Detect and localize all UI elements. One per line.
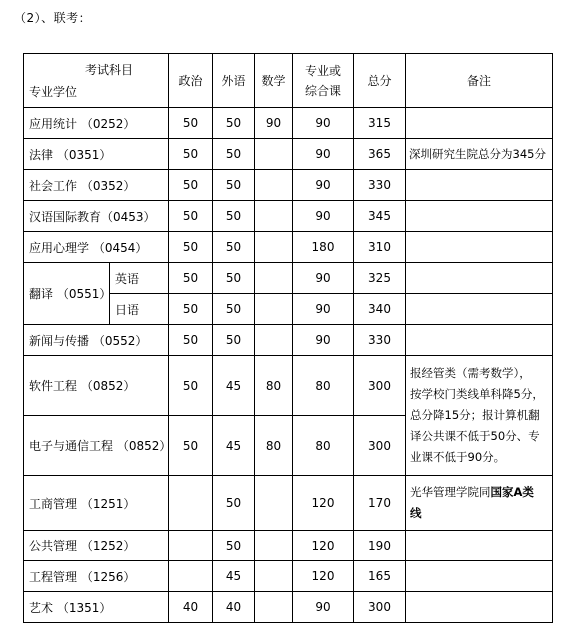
foreign-score: 45 bbox=[213, 416, 255, 476]
note-cell bbox=[406, 201, 553, 232]
note-cell bbox=[406, 325, 553, 356]
note-line: 报经管类（需考数学）， bbox=[410, 366, 531, 380]
total-score: 325 bbox=[354, 263, 406, 294]
note-cell-engineering bbox=[406, 356, 553, 476]
note-cell bbox=[406, 592, 553, 623]
major-score: 120 bbox=[293, 561, 354, 592]
table-row bbox=[24, 356, 553, 416]
header-major-line1: 专业或 bbox=[304, 63, 341, 78]
header-foreign: 外语 bbox=[213, 54, 255, 108]
math-score bbox=[255, 561, 293, 592]
table-row bbox=[24, 201, 553, 232]
header-row bbox=[24, 54, 553, 108]
table-row bbox=[24, 263, 553, 294]
total-score: 300 bbox=[354, 356, 406, 416]
degree-name: 法律 （0351） bbox=[24, 139, 169, 170]
note-line: 译公共课不低于50分、专 bbox=[410, 429, 540, 443]
foreign-score: 50 bbox=[213, 170, 255, 201]
politics-score bbox=[169, 531, 213, 561]
major-score: 90 bbox=[293, 108, 354, 139]
math-score bbox=[255, 263, 293, 294]
note-line: 业课不低于90分。 bbox=[410, 450, 506, 464]
total-score: 170 bbox=[354, 476, 406, 531]
section-heading: （2）、联考： bbox=[14, 11, 92, 25]
note-cell bbox=[406, 232, 553, 263]
total-score: 165 bbox=[354, 561, 406, 592]
sub-degree-japanese: 日语 bbox=[110, 294, 169, 325]
total-score: 300 bbox=[354, 416, 406, 476]
major-score: 90 bbox=[293, 325, 354, 356]
politics-score: 50 bbox=[169, 325, 213, 356]
header-subjects: 考试科目 bbox=[84, 63, 133, 77]
politics-score bbox=[169, 476, 213, 531]
politics-score: 50 bbox=[169, 170, 213, 201]
major-score: 90 bbox=[293, 201, 354, 232]
note-cell bbox=[406, 531, 553, 561]
major-score: 180 bbox=[293, 232, 354, 263]
total-score: 330 bbox=[354, 325, 406, 356]
degree-name: 新闻与传播 （0552） bbox=[24, 325, 169, 356]
table-row bbox=[24, 592, 553, 623]
foreign-score: 50 bbox=[213, 531, 255, 561]
header-note: 备注 bbox=[406, 54, 553, 108]
foreign-score: 50 bbox=[213, 476, 255, 531]
total-score: 365 bbox=[354, 139, 406, 170]
header-major bbox=[293, 54, 354, 108]
table-row bbox=[24, 325, 553, 356]
degree-name: 工商管理 （1251） bbox=[24, 476, 169, 531]
major-score: 120 bbox=[293, 531, 354, 561]
foreign-score: 50 bbox=[213, 325, 255, 356]
foreign-score: 50 bbox=[213, 108, 255, 139]
score-table bbox=[23, 53, 553, 623]
degree-name: 翻译 （0551） bbox=[24, 263, 110, 325]
table-row bbox=[24, 531, 553, 561]
foreign-score: 45 bbox=[213, 356, 255, 416]
major-score: 80 bbox=[293, 356, 354, 416]
math-score bbox=[255, 325, 293, 356]
math-score bbox=[255, 294, 293, 325]
diagonal-header-cell bbox=[24, 54, 169, 108]
header-major-line2: 综合课 bbox=[304, 83, 341, 98]
degree-name: 工程管理 （1256） bbox=[24, 561, 169, 592]
note-cell bbox=[406, 108, 553, 139]
politics-score: 50 bbox=[169, 201, 213, 232]
note-emphasis: 线 bbox=[410, 506, 422, 520]
sub-degree-english: 英语 bbox=[110, 263, 169, 294]
table-row bbox=[24, 139, 553, 170]
table-row bbox=[24, 170, 553, 201]
header-degree: 专业学位 bbox=[29, 85, 78, 99]
note-cell-management bbox=[406, 476, 553, 531]
foreign-score: 50 bbox=[213, 139, 255, 170]
total-score: 340 bbox=[354, 294, 406, 325]
politics-score: 50 bbox=[169, 294, 213, 325]
table-row bbox=[24, 561, 553, 592]
major-score: 90 bbox=[293, 139, 354, 170]
foreign-score: 50 bbox=[213, 294, 255, 325]
politics-score: 50 bbox=[169, 232, 213, 263]
note-line: 按学校门类线单科降5分， bbox=[410, 387, 544, 401]
degree-name: 应用心理学 （0454） bbox=[24, 232, 169, 263]
table-row bbox=[24, 232, 553, 263]
politics-score bbox=[169, 561, 213, 592]
header-politics: 政治 bbox=[169, 54, 213, 108]
note-line: 总分降15分；报计算机翻 bbox=[410, 408, 540, 422]
math-score bbox=[255, 476, 293, 531]
table-row bbox=[24, 476, 553, 531]
politics-score: 50 bbox=[169, 108, 213, 139]
foreign-score: 50 bbox=[213, 232, 255, 263]
degree-name: 电子与通信工程 （0852） bbox=[24, 416, 169, 476]
major-score: 120 bbox=[293, 476, 354, 531]
degree-name: 软件工程 （0852） bbox=[24, 356, 169, 416]
foreign-score: 40 bbox=[213, 592, 255, 623]
foreign-score: 50 bbox=[213, 263, 255, 294]
math-score bbox=[255, 139, 293, 170]
total-score: 300 bbox=[354, 592, 406, 623]
note-cell bbox=[406, 294, 553, 325]
major-score: 80 bbox=[293, 416, 354, 476]
math-score bbox=[255, 201, 293, 232]
math-score: 80 bbox=[255, 356, 293, 416]
note-text: 光华管理学院同 bbox=[410, 485, 491, 499]
note-cell bbox=[406, 170, 553, 201]
total-score: 190 bbox=[354, 531, 406, 561]
note-emphasis: 国家A类 bbox=[490, 485, 534, 499]
total-score: 310 bbox=[354, 232, 406, 263]
politics-score: 40 bbox=[169, 592, 213, 623]
degree-name: 汉语国际教育（0453） bbox=[24, 201, 169, 232]
degree-name: 社会工作 （0352） bbox=[24, 170, 169, 201]
header-total: 总分 bbox=[354, 54, 406, 108]
math-score bbox=[255, 170, 293, 201]
math-score bbox=[255, 232, 293, 263]
note-cell: 深圳研究生院总分为345分 bbox=[406, 139, 553, 170]
header-math: 数学 bbox=[255, 54, 293, 108]
major-score: 90 bbox=[293, 294, 354, 325]
degree-name: 应用统计 （0252） bbox=[24, 108, 169, 139]
note-cell bbox=[406, 263, 553, 294]
total-score: 345 bbox=[354, 201, 406, 232]
politics-score: 50 bbox=[169, 263, 213, 294]
major-score: 90 bbox=[293, 263, 354, 294]
politics-score: 50 bbox=[169, 356, 213, 416]
degree-name: 艺术 （1351） bbox=[24, 592, 169, 623]
politics-score: 50 bbox=[169, 416, 213, 476]
table-row bbox=[24, 108, 553, 139]
major-score: 90 bbox=[293, 170, 354, 201]
math-score bbox=[255, 531, 293, 561]
degree-name: 公共管理 （1252） bbox=[24, 531, 169, 561]
math-score: 90 bbox=[255, 108, 293, 139]
major-score: 90 bbox=[293, 592, 354, 623]
math-score: 80 bbox=[255, 416, 293, 476]
foreign-score: 45 bbox=[213, 561, 255, 592]
total-score: 330 bbox=[354, 170, 406, 201]
foreign-score: 50 bbox=[213, 201, 255, 232]
note-cell bbox=[406, 561, 553, 592]
math-score bbox=[255, 592, 293, 623]
politics-score: 50 bbox=[169, 139, 213, 170]
total-score: 315 bbox=[354, 108, 406, 139]
